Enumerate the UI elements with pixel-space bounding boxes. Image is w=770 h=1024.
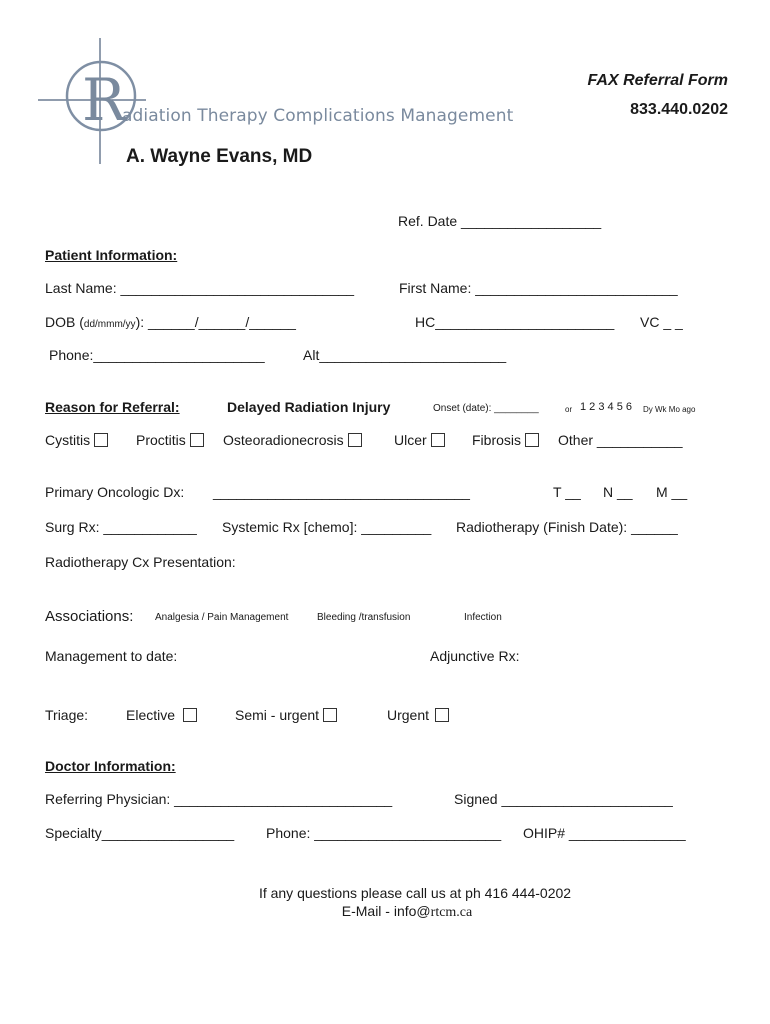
- osteoradionecrosis-option[interactable]: [223, 432, 362, 448]
- referral-heading: Reason for Referral:: [45, 399, 180, 415]
- radiotherapy-finish-field[interactable]: Radiotherapy (Finish Date): ______: [456, 519, 678, 535]
- association-analgesia[interactable]: Analgesia / Pain Management: [155, 612, 289, 623]
- fax-number: 833.440.0202: [630, 101, 728, 118]
- onset-numbers[interactable]: 1 2 3 4 5 6: [580, 401, 632, 413]
- cystitis-option[interactable]: [45, 432, 108, 448]
- ulcer-label: Ulcer: [394, 432, 427, 448]
- last-name-field[interactable]: Last Name: ______________________________: [45, 280, 355, 296]
- dob-label: DOB (: [45, 314, 84, 330]
- semi-urgent-checkbox[interactable]: [323, 708, 337, 722]
- email-prefix: E-Mail - info@: [341, 903, 431, 919]
- email-domain[interactable]: rtcm.ca: [430, 905, 473, 920]
- elective-checkbox[interactable]: [183, 708, 197, 722]
- patient-info-heading: Patient Information:: [45, 247, 178, 263]
- triage-semi-urgent[interactable]: [235, 707, 337, 723]
- specialty-field[interactable]: Specialty_________________: [45, 825, 235, 841]
- semi-urgent-label: Semi - urgent: [235, 707, 320, 723]
- fibrosis-option[interactable]: [472, 432, 539, 448]
- urgent-label: Urgent: [387, 707, 430, 723]
- signed-field[interactable]: Signed ______________________: [454, 791, 673, 807]
- proctitis-option[interactable]: [136, 432, 204, 448]
- phone-field[interactable]: Phone:______________________: [49, 347, 265, 363]
- osteoradionecrosis-label: Osteoradionecrosis: [223, 432, 344, 448]
- primary-dx-label: Primary Oncologic Dx:: [45, 484, 185, 500]
- referring-physician-field[interactable]: Referring Physician: ____________________________: [45, 791, 393, 807]
- doctor-phone-field[interactable]: Phone: ________________________: [266, 825, 502, 841]
- ulcer-option[interactable]: [394, 432, 445, 448]
- onset-date-field[interactable]: Onset (date): ________: [433, 403, 539, 414]
- primary-dx-field[interactable]: _________________________________: [213, 484, 470, 500]
- ohip-field[interactable]: OHIP# _______________: [523, 825, 686, 841]
- t-stage-field[interactable]: T __: [553, 484, 581, 500]
- elective-label: Elective: [126, 707, 176, 723]
- first-name-field[interactable]: First Name: __________________________: [399, 280, 678, 296]
- management-label: Management to date:: [45, 648, 178, 664]
- ref-date-field[interactable]: Ref. Date __________________: [398, 213, 602, 229]
- osteoradionecrosis-checkbox[interactable]: [348, 433, 362, 447]
- hc-field[interactable]: HC_______________________: [415, 314, 615, 330]
- other-field[interactable]: Other ___________: [558, 432, 683, 448]
- logo-letter: R: [82, 66, 126, 134]
- fax-title: FAX Referral Form: [587, 72, 728, 89]
- onset-units[interactable]: Dy Wk Mo ago: [643, 405, 696, 414]
- vc-field[interactable]: VC _ _: [640, 314, 683, 330]
- associations-label: Associations:: [45, 608, 134, 625]
- footer-questions: If any questions please call us at ph 416 444-0202: [258, 885, 572, 901]
- logo-tagline: adiation Therapy Complications Management: [122, 106, 514, 126]
- dob-format: dd/mmm/yy: [83, 319, 136, 330]
- alt-phone-field[interactable]: Alt________________________: [303, 347, 507, 363]
- cystitis-label: Cystitis: [45, 432, 91, 448]
- proctitis-checkbox[interactable]: [190, 433, 204, 447]
- doctor-info-heading: Doctor Information:: [45, 758, 176, 774]
- dob-field[interactable]: [45, 314, 296, 330]
- urgent-checkbox[interactable]: [435, 708, 449, 722]
- delayed-radiation-injury: Delayed Radiation Injury: [227, 399, 391, 415]
- triage-elective[interactable]: [126, 707, 197, 723]
- onset-or: or: [565, 405, 573, 414]
- dob-blanks: ): ______/______/______: [135, 314, 296, 330]
- association-infection[interactable]: Infection: [464, 612, 502, 623]
- proctitis-label: Proctitis: [136, 432, 186, 448]
- triage-label: Triage:: [45, 707, 89, 723]
- ulcer-checkbox[interactable]: [431, 433, 445, 447]
- footer-email: [22, 903, 770, 921]
- adjunctive-label: Adjunctive Rx:: [430, 648, 520, 664]
- n-stage-field[interactable]: N __: [603, 484, 633, 500]
- fibrosis-checkbox[interactable]: [525, 433, 539, 447]
- m-stage-field[interactable]: M __: [656, 484, 688, 500]
- doctor-name: A. Wayne Evans, MD: [126, 146, 313, 167]
- cystitis-checkbox[interactable]: [94, 433, 108, 447]
- association-bleeding[interactable]: Bleeding /transfusion: [317, 612, 411, 623]
- triage-urgent[interactable]: [387, 707, 449, 723]
- fibrosis-label: Fibrosis: [472, 432, 522, 448]
- systemic-rx-field[interactable]: Systemic Rx [chemo]: _________: [222, 519, 432, 535]
- cx-presentation-label: Radiotherapy Cx Presentation:: [45, 554, 236, 570]
- surg-rx-field[interactable]: Surg Rx: ____________: [45, 519, 197, 535]
